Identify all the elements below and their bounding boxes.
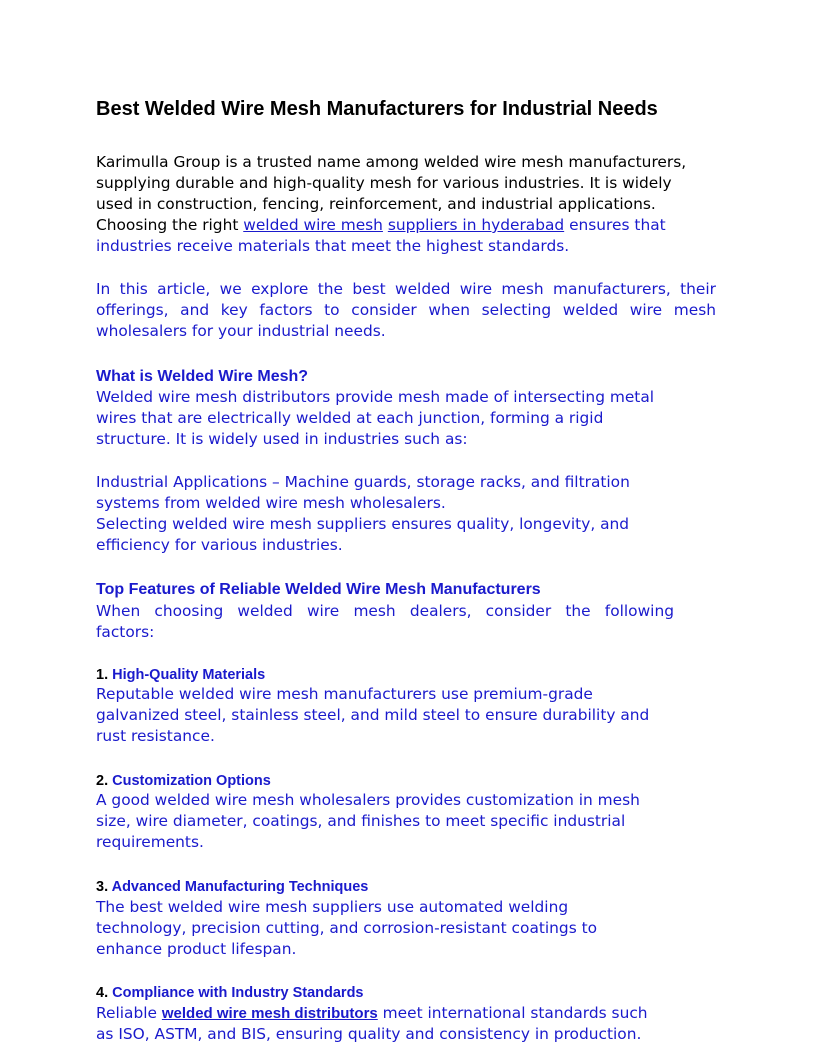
article-line: offerings, and key factors to consider when selecting welded wire mesh — [96, 301, 716, 319]
feature-line: technology, precision cutting, and corrosion-resistant coatings to — [96, 919, 598, 937]
feature-line: Reputable welded wire mesh manufacturers use premium-grade — [96, 685, 593, 703]
what-line: Welded wire mesh distributors provide mesh made of intersecting metal — [96, 388, 655, 406]
feature-line: enhance product lifespan. — [96, 940, 297, 958]
feature-line: as ISO, ASTM, and BIS, ensuring quality and consistency in production. — [96, 1025, 642, 1043]
feature-line: galvanized steel, stainless steel, and mild steel to ensure durability and — [96, 706, 650, 724]
feature-line: A good welded wire mesh wholesalers provides customization in mesh — [96, 791, 640, 809]
feature-paragraph-3 — [96, 897, 716, 960]
feature-line: The best welded wire mesh suppliers use automated welding — [96, 898, 569, 916]
section-heading-features: Top Features of Reliable Welded Wire Mesh Manufacturers — [96, 581, 541, 598]
feature-number: 2. — [96, 773, 109, 789]
feature-line: size, wire diameter, coatings, and finishes to meet specific industrial — [96, 812, 626, 830]
feature-number: 4. — [96, 985, 109, 1001]
feature-heading-4 — [96, 983, 364, 1003]
feature-title: High-Quality Materials — [112, 667, 266, 683]
feature-title: Customization Options — [112, 773, 271, 789]
article-paragraph — [96, 279, 716, 342]
applications-line: systems from welded wire mesh wholesalers. — [96, 494, 446, 512]
intro-line: used in construction, fencing, reinforcement, and industrial applications. — [96, 195, 656, 213]
applications-line: Selecting welded wire mesh suppliers ensures quality, longevity, and — [96, 515, 630, 533]
feature-heading-3 — [96, 877, 368, 897]
intro-line: Karimulla Group is a trusted name among welded wire mesh manufacturers, — [96, 153, 687, 171]
feature-title: Compliance with Industry Standards — [112, 985, 364, 1001]
intro-line: industries receive materials that meet the highest standards. — [96, 237, 570, 255]
feature-paragraph-1 — [96, 684, 716, 747]
page-title: Best Welded Wire Mesh Manufacturers for Industrial Needs — [96, 98, 658, 120]
feature-heading-1 — [96, 665, 265, 685]
intro-paragraph — [96, 152, 716, 257]
article-line: wholesalers for your industrial needs. — [96, 322, 386, 340]
feature-title: Advanced Manufacturing Techniques — [111, 879, 369, 895]
feature-text: Reliable — [96, 1004, 162, 1022]
intro-line-with-links — [96, 215, 716, 236]
applications-line: efficiency for various industries. — [96, 536, 343, 554]
what-line: structure. It is widely used in industries such as: — [96, 430, 468, 448]
intro-text: Choosing the right — [96, 216, 244, 234]
what-paragraph — [96, 387, 716, 450]
welded-wire-mesh-link[interactable]: welded wire mesh — [243, 216, 383, 234]
features-intro-line: factors: — [96, 623, 155, 641]
feature-paragraph-2 — [96, 790, 716, 853]
feature-number: 1. — [96, 667, 109, 683]
feature-heading-2 — [96, 771, 271, 791]
what-line: wires that are electrically welded at each junction, forming a rigid — [96, 409, 604, 427]
article-line: In this article, we explore the best welded wire mesh manufacturers, their — [96, 280, 716, 298]
applications-line: Industrial Applications – Machine guards, storage racks, and filtration — [96, 473, 630, 491]
feature-paragraph-4 — [96, 1003, 716, 1045]
feature-line-with-link — [96, 1003, 716, 1024]
welded-wire-mesh-distributors-link[interactable]: welded wire mesh distributors — [161, 1005, 378, 1022]
suppliers-in-hyderabad-link[interactable]: suppliers in hyderabad — [387, 216, 565, 234]
features-intro-line: When choosing welded wire mesh dealers, consider the following — [96, 602, 674, 620]
feature-line: requirements. — [96, 833, 204, 851]
feature-number: 3. — [96, 879, 109, 895]
intro-text: ensures that — [564, 216, 666, 234]
feature-text: meet international standards such — [377, 1004, 648, 1022]
features-intro-paragraph — [96, 601, 674, 643]
feature-line: rust resistance. — [96, 727, 215, 745]
applications-paragraph — [96, 472, 716, 556]
intro-line: supplying durable and high-quality mesh for various industries. It is widely — [96, 174, 672, 192]
section-heading-what: What is Welded Wire Mesh? — [96, 368, 309, 385]
